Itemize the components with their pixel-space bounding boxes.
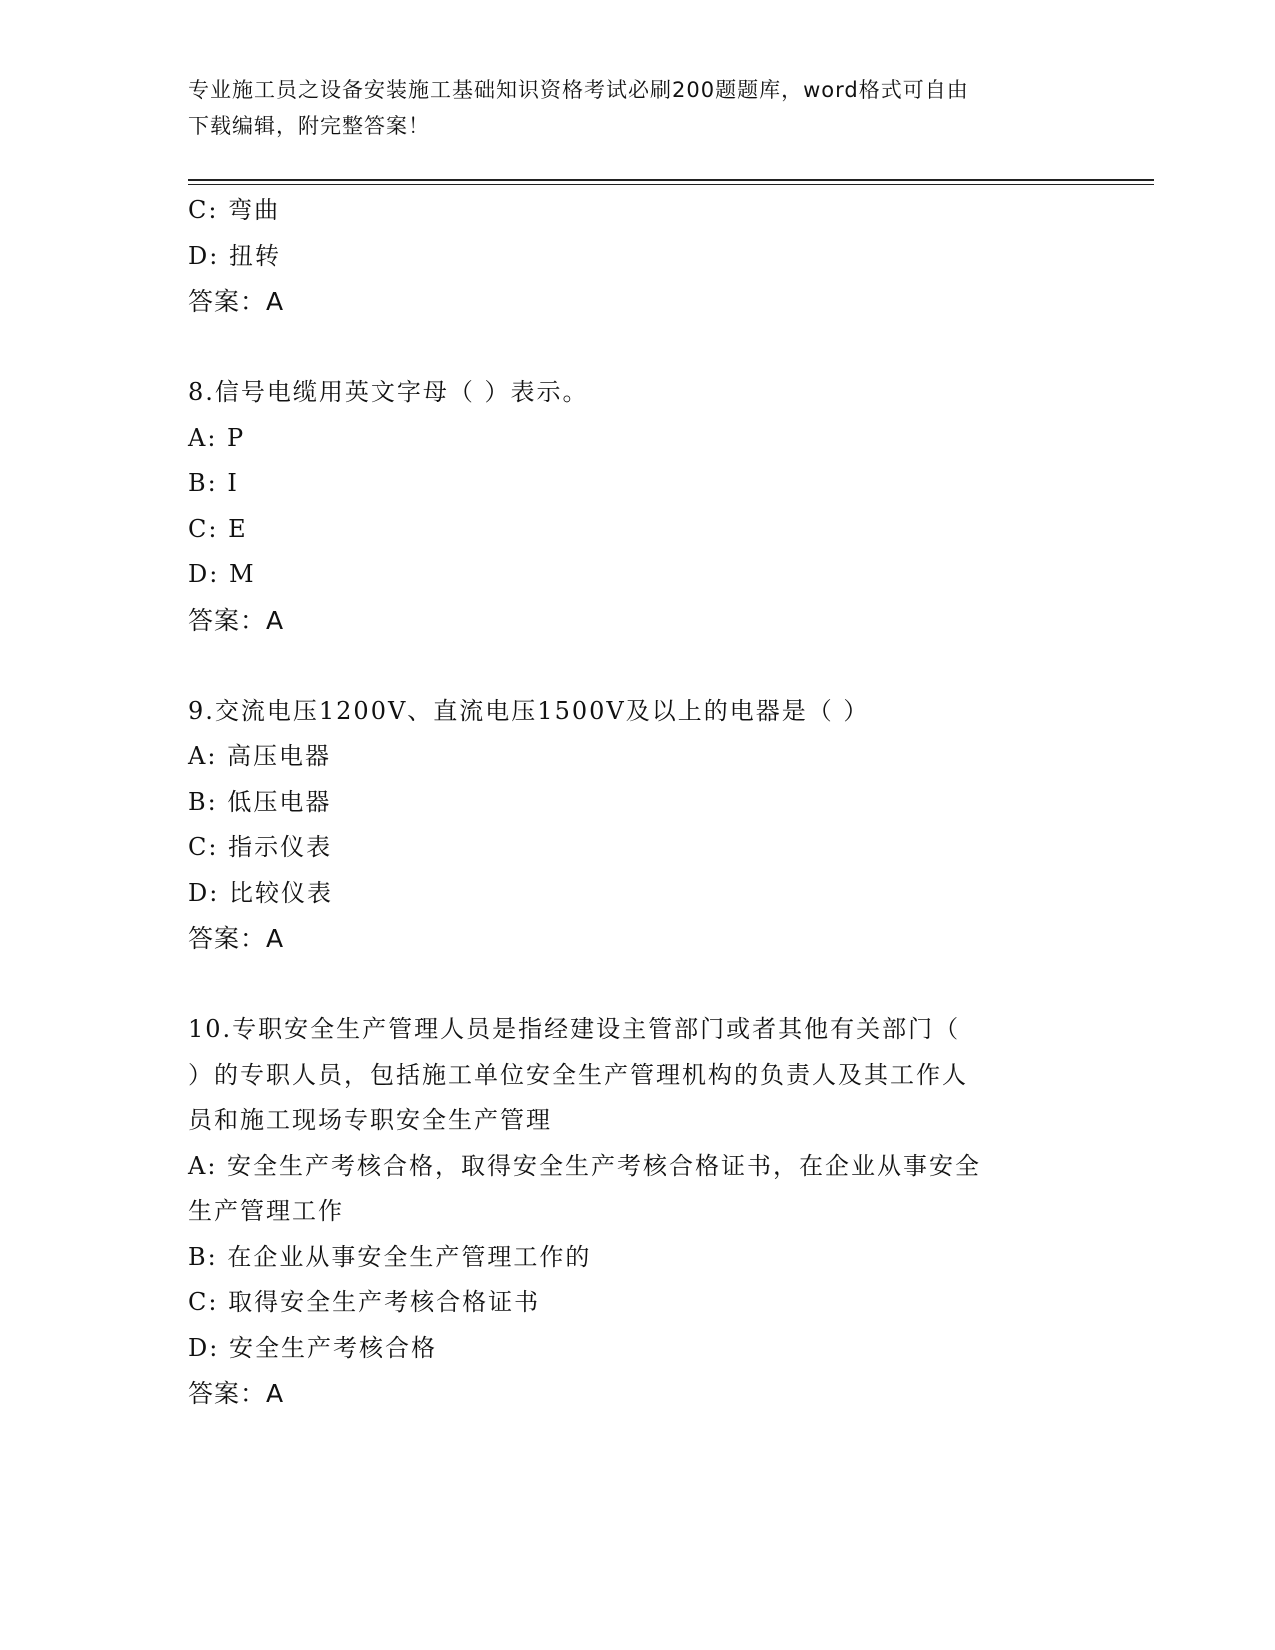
question-10 bbox=[188, 1007, 1088, 1417]
option-a: A: 安全生产考核合格，取得安全生产考核合格证书，在企业从事安全 bbox=[188, 1151, 982, 1180]
option-c: C: E bbox=[188, 514, 248, 543]
document-header bbox=[188, 72, 1088, 144]
spacer bbox=[188, 962, 1088, 1008]
header-divider-thick bbox=[188, 179, 1154, 181]
question-stem-line-3: 员和施工现场专职安全生产管理 bbox=[188, 1106, 552, 1134]
spacer bbox=[188, 643, 1088, 689]
option-d: D: 扭转 bbox=[188, 241, 281, 270]
option-b: B: I bbox=[188, 469, 239, 497]
option-b: B: 在企业从事安全生产管理工作的 bbox=[188, 1242, 592, 1271]
question-stem: 9.交流电压1200V、直流电压1500V及以上的电器是（ ） bbox=[188, 696, 870, 725]
question-9 bbox=[188, 689, 1088, 962]
option-d: D: M bbox=[188, 560, 256, 588]
question-stem: 8.信号电缆用英文字母（ ）表示。 bbox=[188, 378, 589, 406]
question-stem-line-1: 10.专职安全生产管理人员是指经建设主管部门或者其他有关部门（ bbox=[188, 1015, 961, 1043]
header-divider-thin bbox=[188, 184, 1154, 185]
answer-line: 答案：A bbox=[188, 605, 285, 635]
option-d: D: 比较仪表 bbox=[188, 878, 333, 907]
question-stem-line-2: ）的专职人员，包括施工单位安全生产管理机构的负责人及其工作人 bbox=[188, 1060, 968, 1089]
header-line-1: 专业施工员之设备安装施工基础知识资格考试必刷200题题库，word格式可自由 bbox=[188, 78, 969, 102]
option-c: C: 弯曲 bbox=[188, 196, 281, 224]
spacer bbox=[188, 325, 1088, 371]
answer-line: 答案：A bbox=[188, 287, 285, 316]
option-c: C: 取得安全生产考核合格证书 bbox=[188, 1288, 541, 1316]
option-a: A: P bbox=[188, 423, 246, 452]
option-a-continued: 生产管理工作 bbox=[188, 1197, 344, 1225]
option-b: B: 低压电器 bbox=[188, 787, 332, 816]
option-c: C: 指示仪表 bbox=[188, 833, 333, 861]
header-line-2: 下载编辑，附完整答案！ bbox=[188, 114, 430, 138]
prev-question bbox=[188, 188, 1088, 325]
question-8 bbox=[188, 370, 1088, 643]
document-body bbox=[188, 188, 1088, 1417]
answer-line: 答案：A bbox=[188, 1379, 285, 1408]
option-d: D: 安全生产考核合格 bbox=[188, 1333, 437, 1362]
answer-line: 答案：A bbox=[188, 924, 285, 953]
option-a: A: 高压电器 bbox=[188, 742, 332, 770]
